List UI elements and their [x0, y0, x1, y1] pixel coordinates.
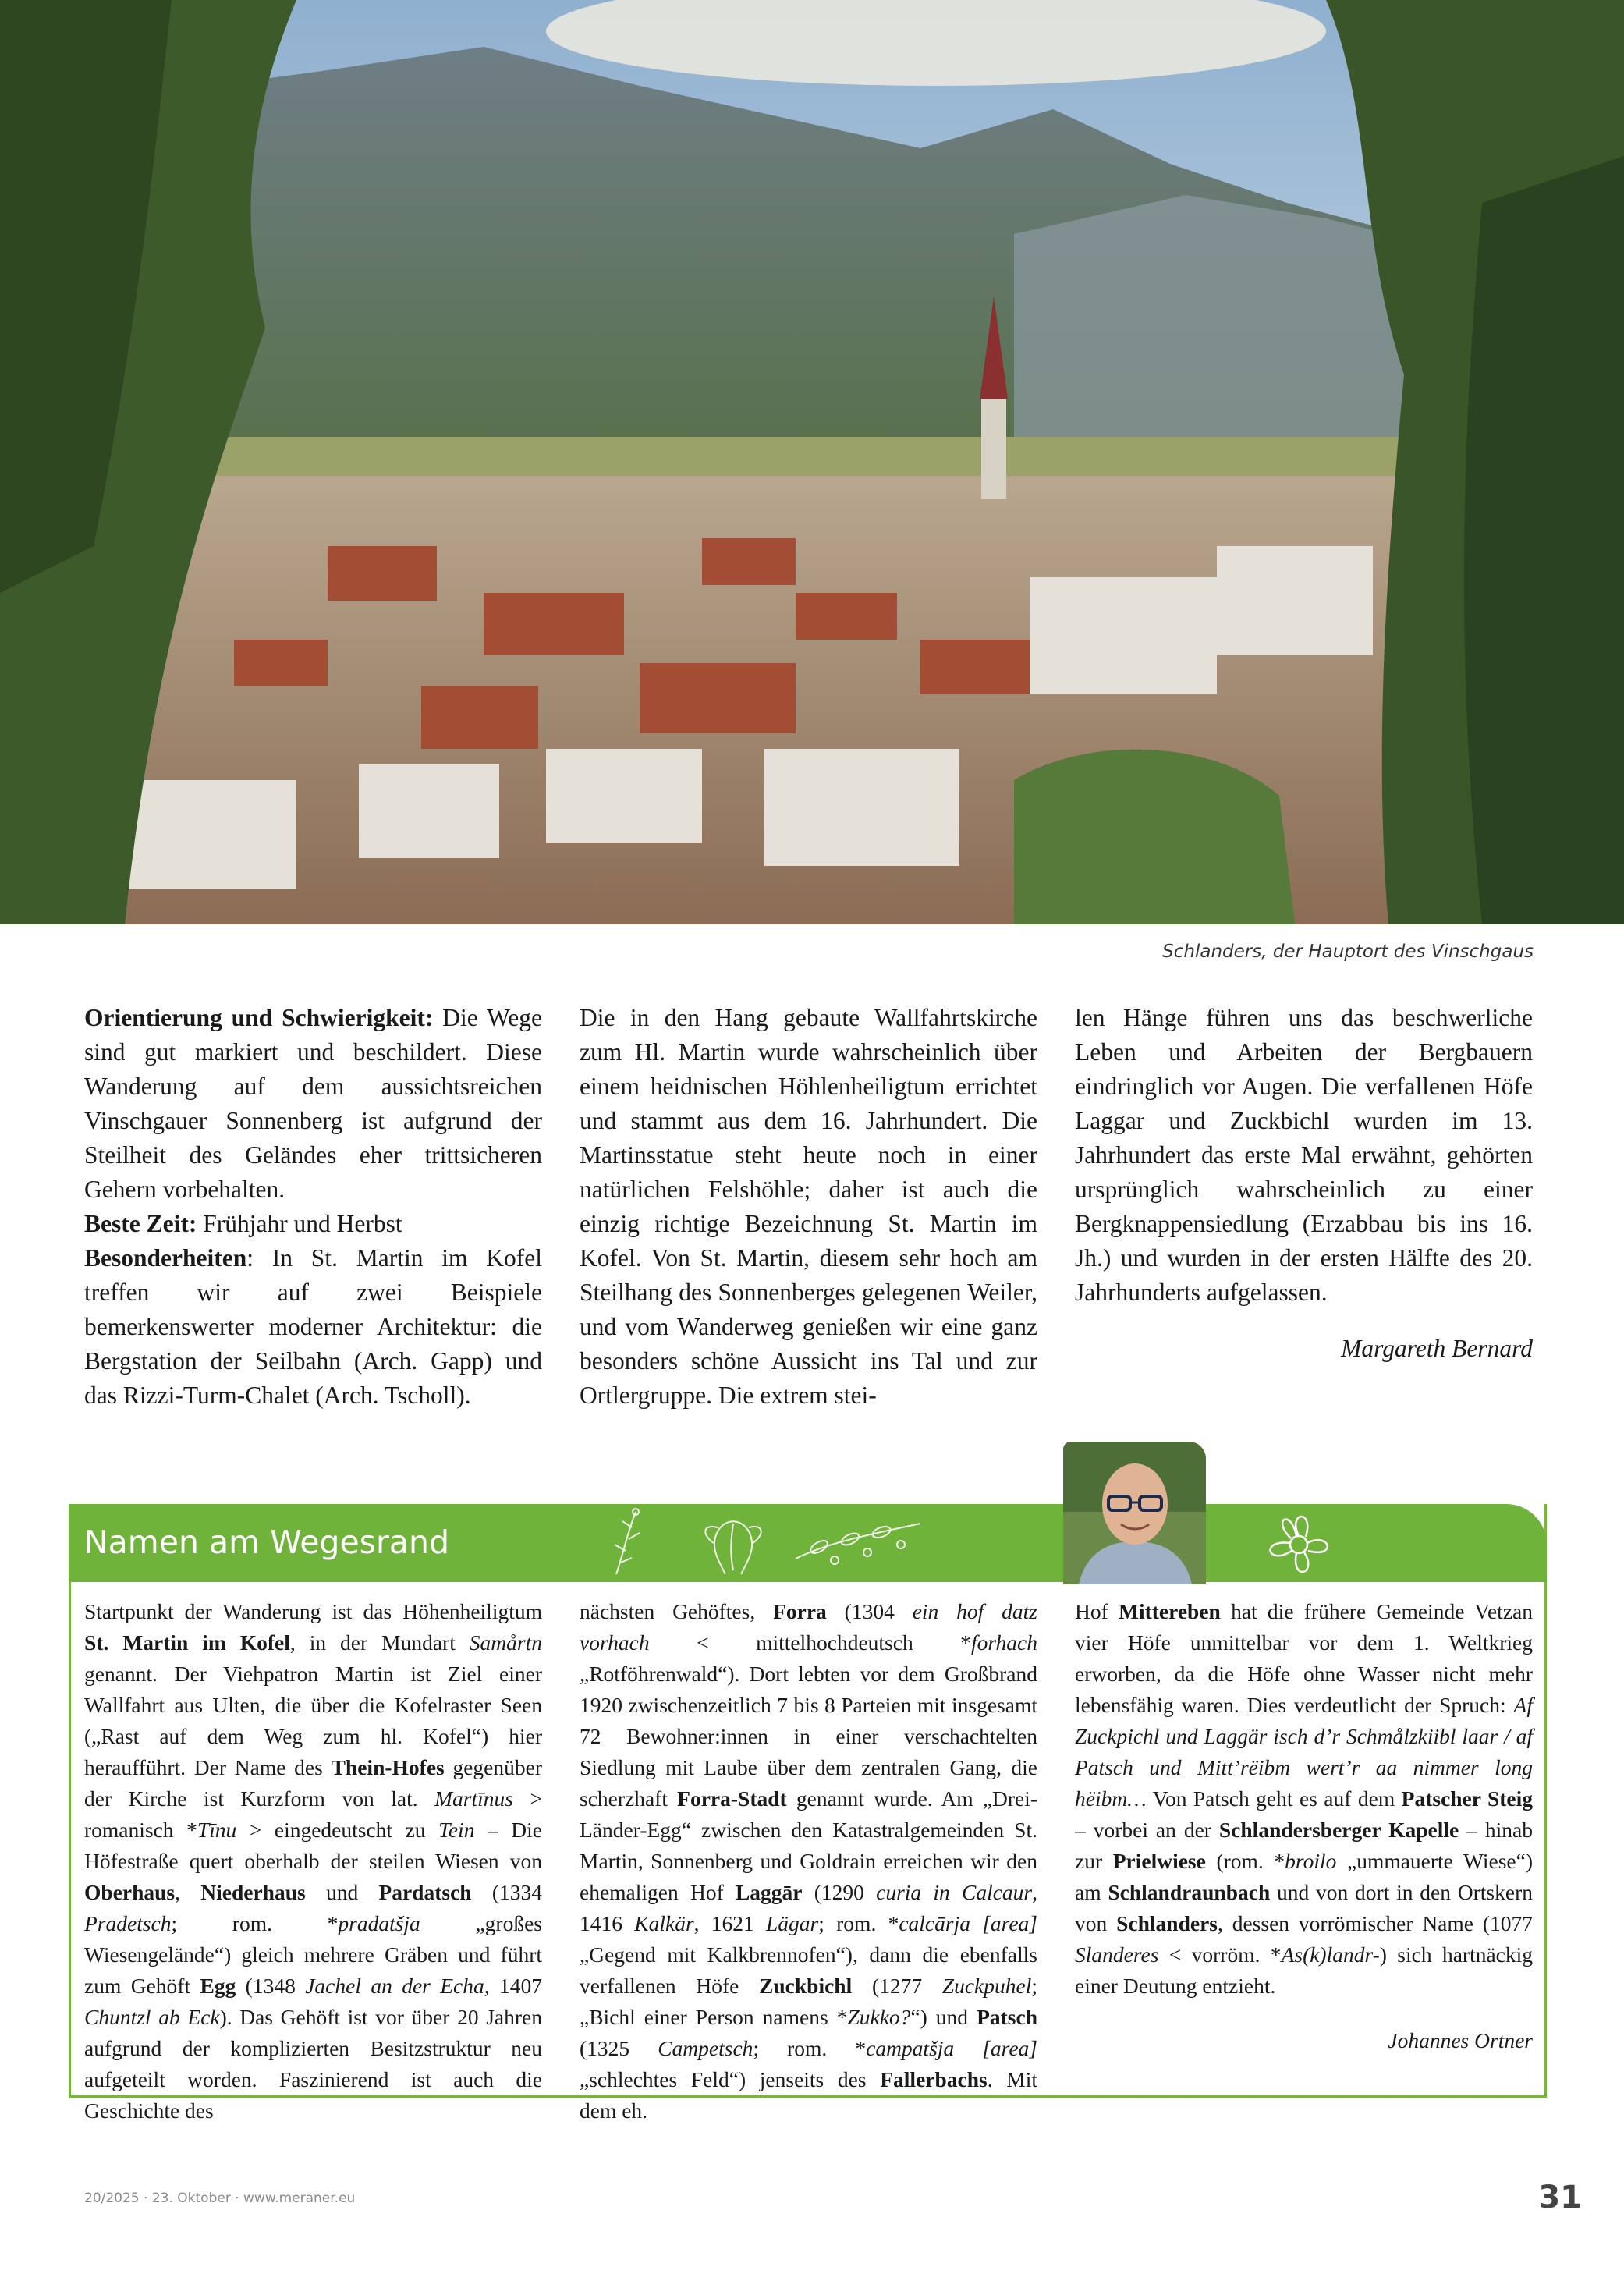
article-column-1 [84, 1001, 542, 1413]
footer-issue-info: 20/2025 · 23. Oktober · www.meraner.eu [84, 2191, 356, 2206]
label-orientation: Orientierung und Schwierigkeit: [84, 1004, 434, 1031]
article-paragraph-2: Die in den Hang gebaute Wallfahrtskirche zum Hl. Martin wurde wahrscheinlich über einem heidnischen Höhlenheiligtum errichtet und stammt aus dem 16. Jahrhundert. Die Martinsstatue steht heute noch in einer natürlichen Felshöhle; daher ist auch die einzig richtige Bezeichnung St. Martin im Kofel. Von St. Martin, diesem sehr hoch am Steilhang des Sonnenberges gelegenen Weiler, und vom Wanderweg genießen wir eine ganz besonders schöne Aussicht ins Tal und zur Ortlergruppe. Die extrem stei- [580, 1004, 1037, 1409]
info-paragraph-2: nächsten Gehöftes, Forra (1304 ein hof datz vorhach < mittelhochdeutsch *forhach „Rotföhrenwald“). Dort lebten vor dem Großbrand 1920 zwischenzeitlich 7 bis 8 Parteien mit insgesamt 72 Bewohner:innen in einer verschachtelten Siedlung mit Laube über dem zentralen Gang, die scherzhaft Forra-Stadt genannt wurde. Am „Drei-Länder-Egg“ zwischen den Katastralgemeinden St. Martin, Sonnenberg und Goldrain erreichen wir den ehemaligen Hof Laggār (1290 curia in Calcaur, 1416 Kalkär, 1621 Lägar; rom. *calcārja [area] „Gegend mit Kalkbrennofen“), dann die ebenfalls verfallenen Höfe Zuckbichl (1277 Zuckpuhel; „Bichl einer Person namens *Zukko?“) und Patsch (1325 Campetsch; rom. *campatšja [area] „schlechtes Feld“) jenseits des Fallerbachs. Mit dem eh. [580, 1599, 1038, 2123]
info-box-title: Namen am Wegesrand [84, 1524, 450, 1561]
info-box-columns [84, 1596, 1534, 2127]
article-paragraph-3: len Hänge führen uns das beschwerliche Leben und Arbeiten der Bergbauern eindringlich vor Augen. Die verfallenen Höfe Laggar und Zuckbichl wurden im 13. Jahrhundert das erste Mal erwähnt, gehörten ursprünglich wahrscheinlich zu einer Bergknappensiedlung (Erzabbau bis ins 16. Jh.) und wurden in der ersten Hälfte des 20. Jahrhunderts aufgelassen. [1075, 1004, 1533, 1306]
text-best-time: Frühjahr und Herbst [197, 1210, 402, 1237]
floral-decoration-icon [593, 1504, 983, 1582]
info-author: Johannes Ortner [1388, 2028, 1533, 2052]
flower-icon [1248, 1504, 1349, 1582]
article-column-3 [1075, 1001, 1533, 1413]
photo-caption: Schlanders, der Hauptort des Vinschgaus [1162, 942, 1534, 962]
info-column-3 [1075, 1596, 1533, 2127]
hero-photo [0, 0, 1624, 924]
label-best-time: Beste Zeit: [84, 1210, 197, 1237]
article-columns [84, 1001, 1534, 1413]
info-column-1 [84, 1596, 542, 2127]
label-special: Besonderheiten [84, 1244, 247, 1272]
author-portrait [1063, 1442, 1206, 1584]
text-orientation: Die Wege sind gut markiert und beschildert. Diese Wanderung auf dem aussichtsreichen Vinschgauer Sonnenberg ist aufgrund der Steilheit des Geländes eher trittsicheren Gehern vorbehalten. [84, 1004, 542, 1203]
article-author: Margareth Bernard [1341, 1335, 1533, 1362]
text-special: : In St. Martin im Kofel treffen wir auf zwei Beispiele bemerkenswerter moderner Architektur: die Bergstation der Seilbahn (Arch. Gapp) und das Rizzi-Turm-Chalet (Arch. Tscholl). [84, 1244, 542, 1409]
page-number: 31 [1538, 2180, 1582, 2215]
info-paragraph-1: Startpunkt der Wanderung ist das Höhenheiligtum St. Martin im Kofel, in der Mundart Samårtn genannt. Der Viehpatron Martin ist Ziel einer Wallfahrt aus Ulten, die über die Kofelraster Seen („Rast auf dem Weg zum hl. Kofel“) hier heraufführt. Der Name des Thein-Hofes gegenüber der Kirche ist Kurzform von lat. Martīnus > romanisch *Tīnu > eingedeutscht zu Tein – Die Höfestraße quert oberhalb der steilen Wiesen von Oberhaus, Niederhaus und Pardatsch (1334 Pradetsch; rom. *pradatšja „großes Wiesengelände“) gleich mehrere Gräben und führt zum Gehöft Egg (1348 Jachel an der Echa, 1407 Chuntzl ab Eck). Das Gehöft ist vor über 20 Jahren aufgrund der komplizierten Besitzstruktur neu aufgeteilt worden. Faszinierend ist auch die Geschichte des [84, 1599, 543, 2123]
info-column-2 [580, 1596, 1037, 2127]
person-portrait-icon [1063, 1442, 1206, 1584]
landscape-photo [0, 0, 1624, 924]
info-paragraph-3: Hof Mittereben hat die frühere Gemeinde Vetzan vier Höfe unmittelbar vor dem 1. Weltkrieg erworben, da die Höfe ohne Wasser nicht mehr lebensfähig waren. Dies verdeutlicht der Spruch: Af Zuckpichl und Laggär isch d’r Schmålzkiibl laar / af Patsch und Mitt’rëibm wert’r aa nimmer long hëibm… Von Patsch geht es auf dem Patscher Steig – vorbei an der Schlandersberger Kapelle – hinab zur Prielwiese (rom. *broilo „ummauerte Wiese“) am Schlandraunbach und von dort in den Ortskern von Schlanders, dessen vorrömischer Name (1077 Slanderes < vorröm. *As(k)landr-) sich hartnäckig einer Deutung entzieht. [1075, 1599, 1533, 1998]
article-column-2 [580, 1001, 1037, 1413]
